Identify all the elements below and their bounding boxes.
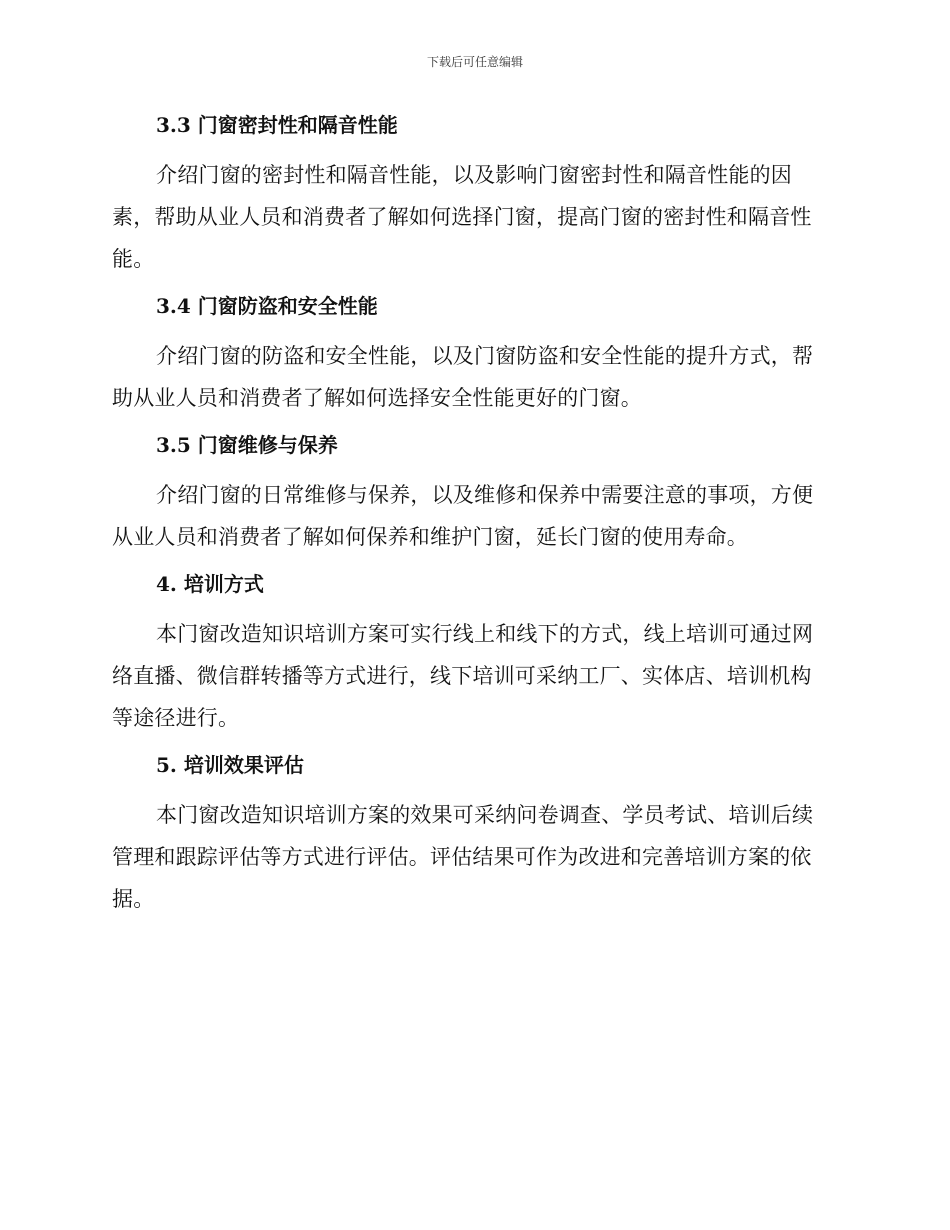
page-header: 下载后可任意编辑: [426, 55, 523, 69]
section-heading: 3.5 门窗维修与保养: [156, 433, 338, 457]
section-paragraph: 本门窗改造知识培训方案可实行线上和线下的方式，线上培训可通过网络直播、微信群转播等方式进行，线下培训可采纳工厂、实体店、培训机构等途径进行。: [112, 622, 814, 730]
section-heading: 5. 培训效果评估: [156, 753, 304, 777]
section-heading: 3.3 门窗密封性和隔音性能: [156, 113, 398, 137]
section-5: [112, 750, 832, 920]
section-3-4: [112, 291, 832, 419]
section-4: [112, 569, 832, 739]
document-body: [112, 110, 832, 931]
section-3-5: [112, 430, 832, 558]
section-heading: 3.4 门窗防盗和安全性能: [156, 294, 378, 318]
section-3-3: [112, 110, 832, 280]
section-paragraph: 介绍门窗的密封性和隔音性能，以及影响门窗密封性和隔音性能的因素，帮助从业人员和消费者了解如何选择门窗，提高门窗的密封性和隔音性能。: [112, 163, 812, 271]
section-paragraph: 介绍门窗的防盗和安全性能，以及门窗防盗和安全性能的提升方式，帮助从业人员和消费者了解如何选择安全性能更好的门窗。: [112, 344, 814, 410]
section-heading: 4. 培训方式: [156, 572, 264, 596]
section-paragraph: 介绍门窗的日常维修与保养，以及维修和保养中需要注意的事项，方便从业人员和消费者了解如何保养和维护门窗，延长门窗的使用寿命。: [112, 483, 814, 549]
section-paragraph: 本门窗改造知识培训方案的效果可采纳问卷调查、学员考试、培训后续管理和跟踪评估等方式进行评估。评估结果可作为改进和完善培训方案的依据。: [112, 803, 814, 911]
